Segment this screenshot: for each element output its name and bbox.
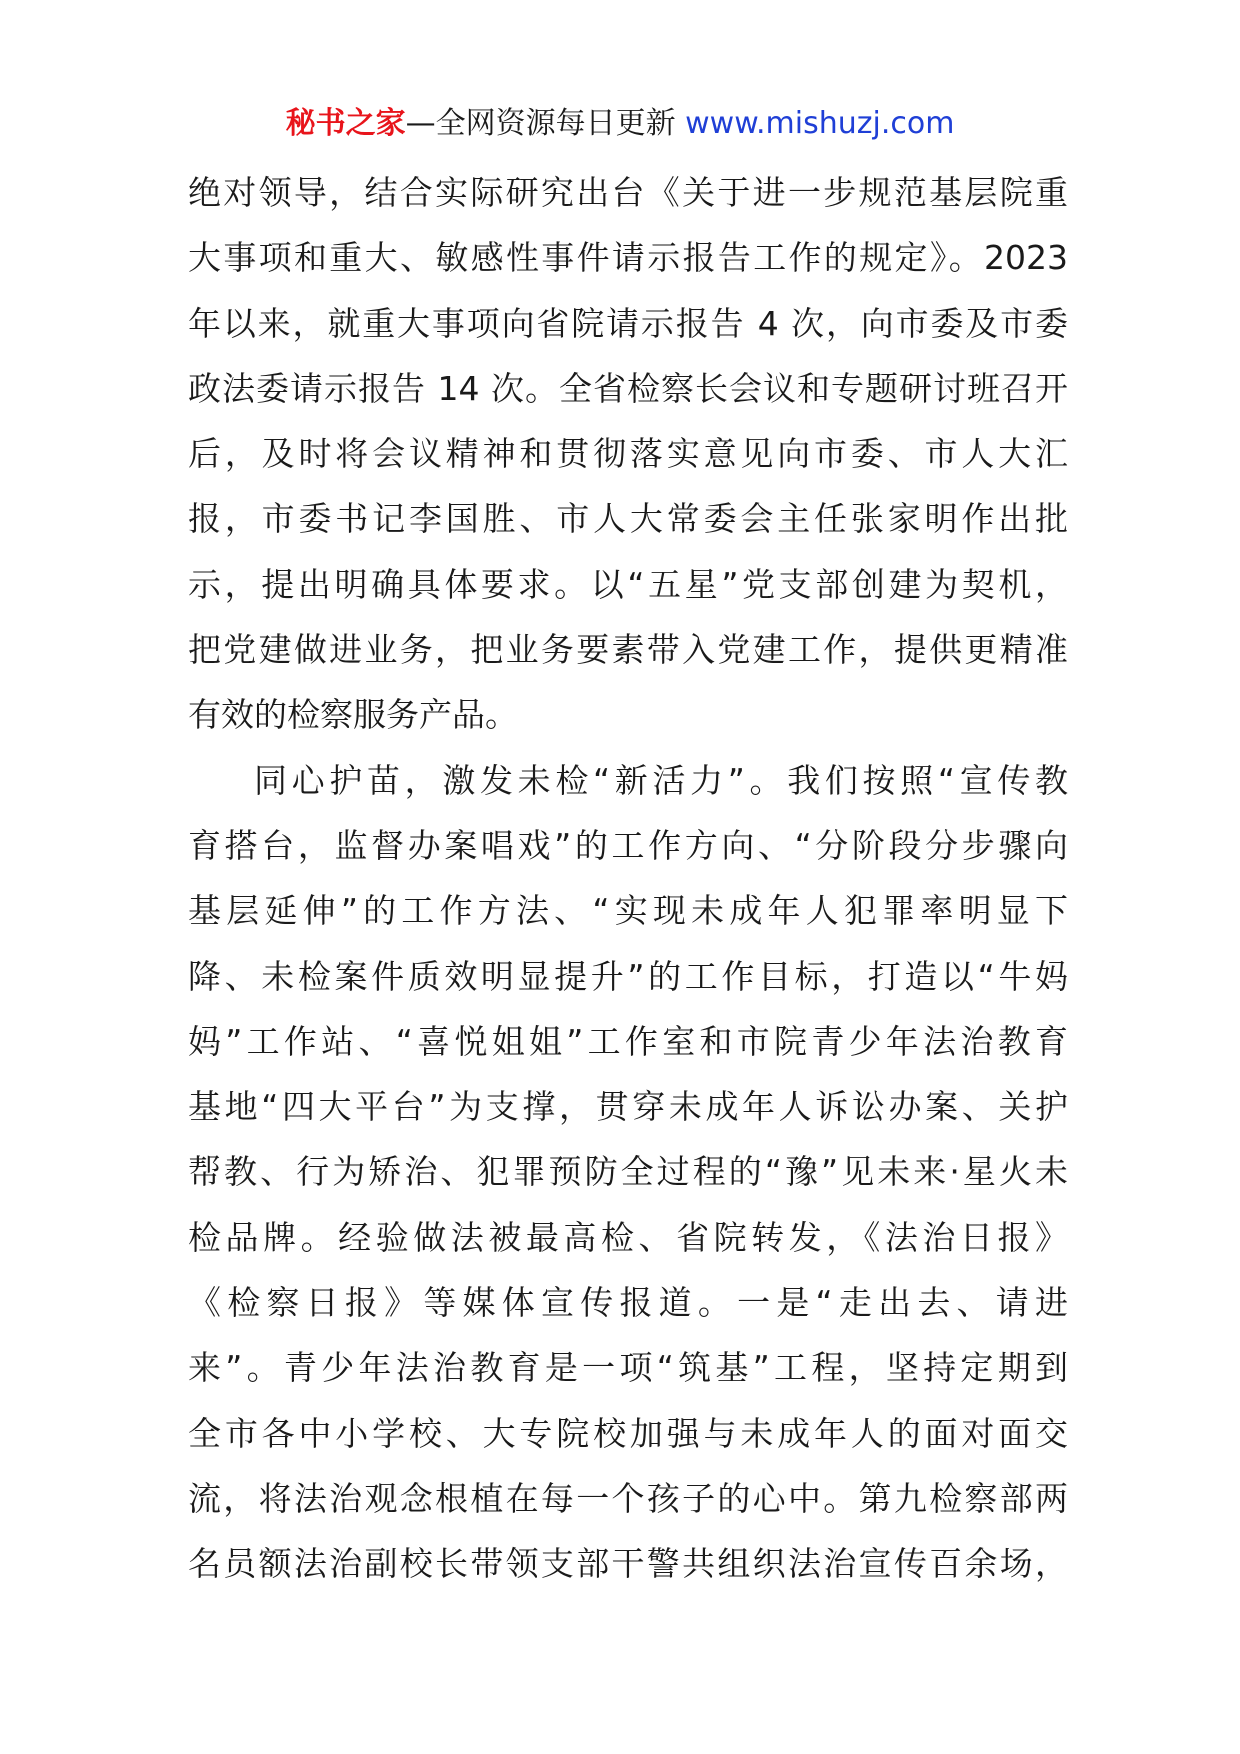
text-line: 《检察日报》等媒体宣传报道。一是“走出去、请进 xyxy=(188,1283,1068,1323)
text-line: 来”。青少年法治教育是一项“筑基”工程，坚持定期到 xyxy=(188,1348,1068,1388)
text-line: 年以来，就重大事项向省院请示报告 4 次，向市委及市委 xyxy=(188,303,1068,343)
text-line: 示，提出明确具体要求。以“五星”党支部创建为契机， xyxy=(188,564,1068,604)
text-line: 绝对领导，结合实际研究出台《关于进一步规范基层院重 xyxy=(188,173,1068,212)
site-header xyxy=(0,102,1240,146)
text-line: 大事项和重大、敏感性事件请示报告工作的规定》。2023 xyxy=(188,238,1068,278)
text-line: 基层延伸”的工作方法、“实现未成年人犯罪率明显下 xyxy=(188,891,1068,931)
text-line: 有效的检察服务产品。 xyxy=(188,695,518,735)
text-line: 妈”工作站、“喜悦姐姐”工作室和市院青少年法治教育 xyxy=(188,1021,1068,1061)
text-line: 名员额法治副校长带领支部干警共组织法治宣传百余场， xyxy=(188,1544,1068,1584)
brand-name: 秘书之家 xyxy=(285,106,406,141)
site-url-link[interactable]: www.mishuzj.com xyxy=(685,106,955,141)
text-line: 检品牌。经验做法被最高检、省院转发，《法治日报》 xyxy=(188,1217,1068,1257)
text-line: 育搭台，监督办案唱戏”的工作方向、“分阶段分步骤向 xyxy=(188,825,1068,865)
text-line: 政法委请示报告 14 次。全省检察长会议和专题研讨班召开 xyxy=(188,368,1068,408)
text-line: 流，将法治观念根植在每一个孩子的心中。第九检察部两 xyxy=(188,1478,1068,1518)
text-line: 报，市委书记李国胜、市人大常委会主任张家明作出批 xyxy=(188,499,1068,539)
text-line: 降、未检案件质效明显提升”的工作目标，打造以“牛妈 xyxy=(188,956,1068,996)
text-line: 把党建做进业务，把业务要素带入党建工作，提供更精准 xyxy=(188,630,1068,670)
text-line: 帮教、行为矫治、犯罪预防全过程的“豫”见未来·星火未 xyxy=(188,1152,1068,1192)
text-line: 后，及时将会议精神和贯彻落实意见向市委、市人大汇 xyxy=(188,434,1068,474)
paragraph-heading-line: 同心护苗，激发未检“新活力”。我们按照“宣传教 xyxy=(254,760,1068,800)
text-line: 基地“四大平台”为支撑，贯穿未成年人诉讼办案、关护 xyxy=(188,1087,1068,1127)
document-body xyxy=(188,160,1068,1597)
text-line: 全市各中小学校、大专院校加强与未成年人的面对面交 xyxy=(188,1413,1068,1453)
header-tagline: —全网资源每日更新 xyxy=(405,106,686,141)
